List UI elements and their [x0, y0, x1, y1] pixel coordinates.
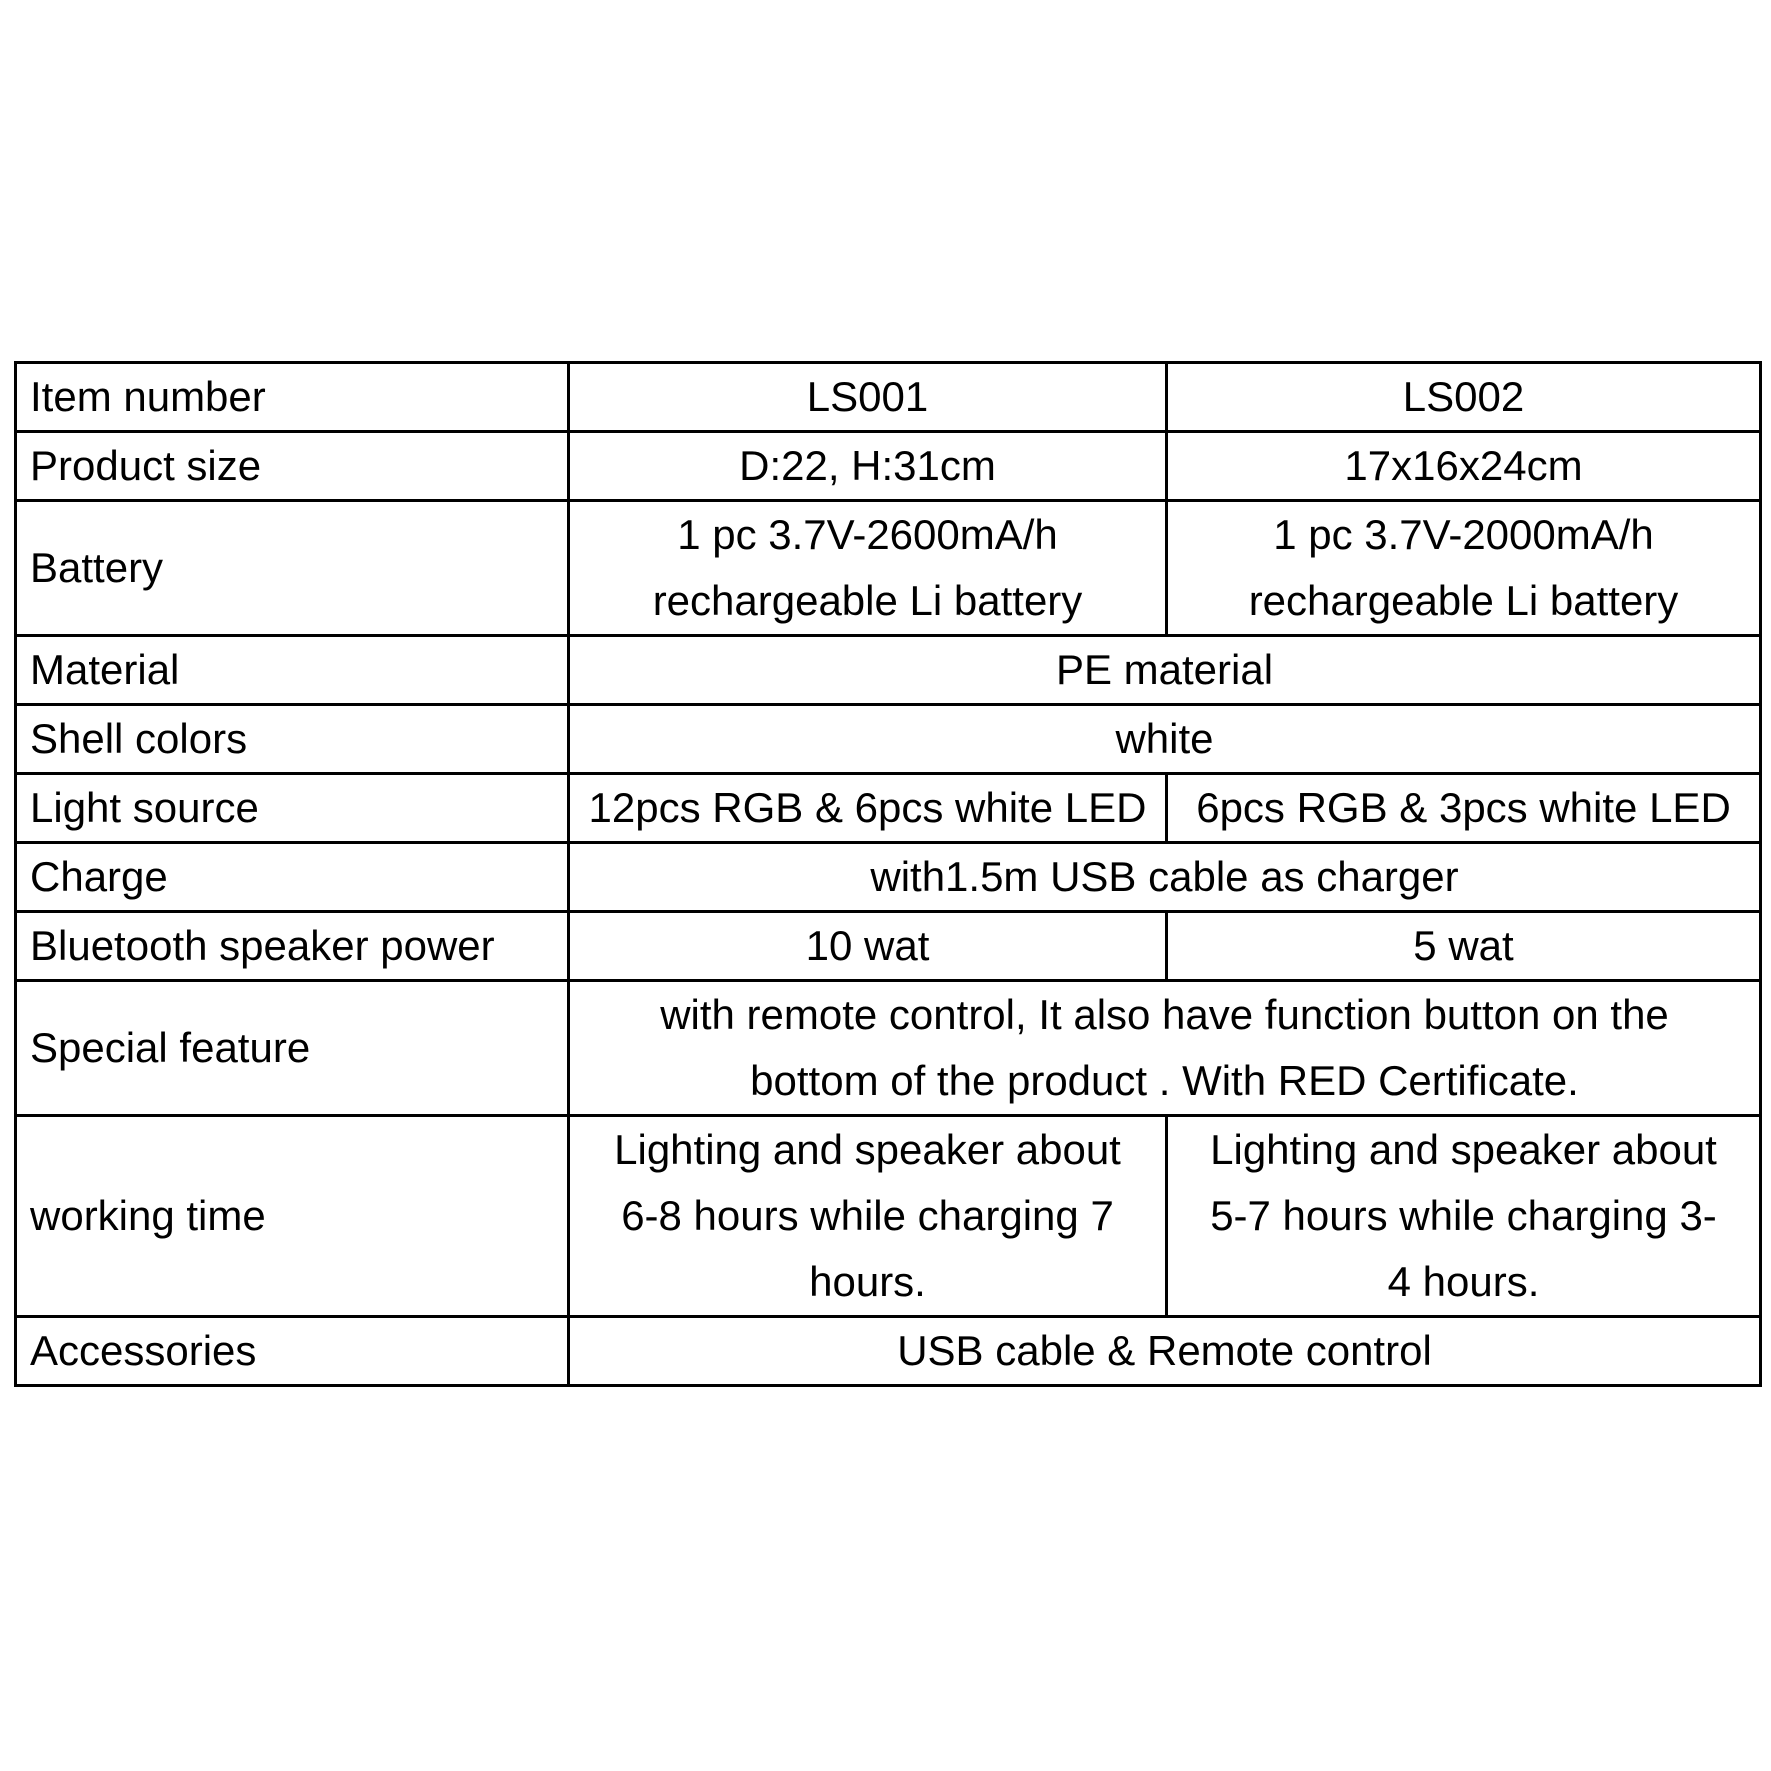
label-charge: Charge [16, 843, 569, 912]
label-item-number: Item number [16, 363, 569, 432]
value-light-source-ls002: 6pcs RGB & 3pcs white LED [1167, 774, 1761, 843]
row-product-size [16, 432, 1761, 501]
label-working-time: working time [16, 1116, 569, 1317]
value-material: PE material [569, 636, 1761, 705]
working-time-ls002-line-1: Lighting and speaker about [1210, 1126, 1717, 1173]
special-feature-line-2: bottom of the product . With RED Certificate. [750, 1057, 1579, 1104]
value-battery-ls001 [569, 501, 1167, 636]
row-battery [16, 501, 1761, 636]
value-working-time-ls001 [569, 1116, 1167, 1317]
value-shell-colors: white [569, 705, 1761, 774]
working-time-ls002-line-3: 4 hours. [1387, 1258, 1540, 1305]
battery-ls001-line-1: 1 pc 3.7V-2600mA/h [677, 511, 1058, 558]
value-charge: with1.5m USB cable as charger [569, 843, 1761, 912]
row-speaker-power [16, 912, 1761, 981]
label-material: Material [16, 636, 569, 705]
value-accessories: USB cable & Remote control [569, 1317, 1761, 1386]
working-time-ls001-line-1: Lighting and speaker about [614, 1126, 1121, 1173]
working-time-ls001-line-3: hours. [809, 1258, 926, 1305]
row-charge [16, 843, 1761, 912]
label-shell-colors: Shell colors [16, 705, 569, 774]
label-battery: Battery [16, 501, 569, 636]
label-special-feature: Special feature [16, 981, 569, 1116]
row-working-time [16, 1116, 1761, 1317]
row-special-feature [16, 981, 1761, 1116]
battery-ls001-line-2: rechargeable Li battery [652, 577, 1083, 624]
value-speaker-power-ls002: 5 wat [1167, 912, 1761, 981]
value-item-number-ls001: LS001 [569, 363, 1167, 432]
value-product-size-ls002: 17x16x24cm [1167, 432, 1761, 501]
value-battery-ls002 [1167, 501, 1761, 636]
label-light-source: Light source [16, 774, 569, 843]
label-accessories: Accessories [16, 1317, 569, 1386]
working-time-ls002-line-2: 5-7 hours while charging 3- [1210, 1192, 1717, 1239]
battery-ls002-line-2: rechargeable Li battery [1248, 577, 1679, 624]
value-speaker-power-ls001: 10 wat [569, 912, 1167, 981]
product-spec-table [14, 361, 1762, 1387]
value-special-feature [569, 981, 1761, 1116]
row-shell-colors [16, 705, 1761, 774]
special-feature-line-1: with remote control, It also have function button on the [660, 991, 1669, 1038]
label-speaker-power: Bluetooth speaker power [16, 912, 569, 981]
row-accessories [16, 1317, 1761, 1386]
row-material [16, 636, 1761, 705]
value-working-time-ls002 [1167, 1116, 1761, 1317]
working-time-ls001-line-2: 6-8 hours while charging 7 [621, 1192, 1114, 1239]
label-product-size: Product size [16, 432, 569, 501]
value-item-number-ls002: LS002 [1167, 363, 1761, 432]
row-light-source [16, 774, 1761, 843]
value-product-size-ls001: D:22, H:31cm [569, 432, 1167, 501]
value-light-source-ls001: 12pcs RGB & 6pcs white LED [569, 774, 1167, 843]
row-item-number [16, 363, 1761, 432]
battery-ls002-line-1: 1 pc 3.7V-2000mA/h [1273, 511, 1654, 558]
